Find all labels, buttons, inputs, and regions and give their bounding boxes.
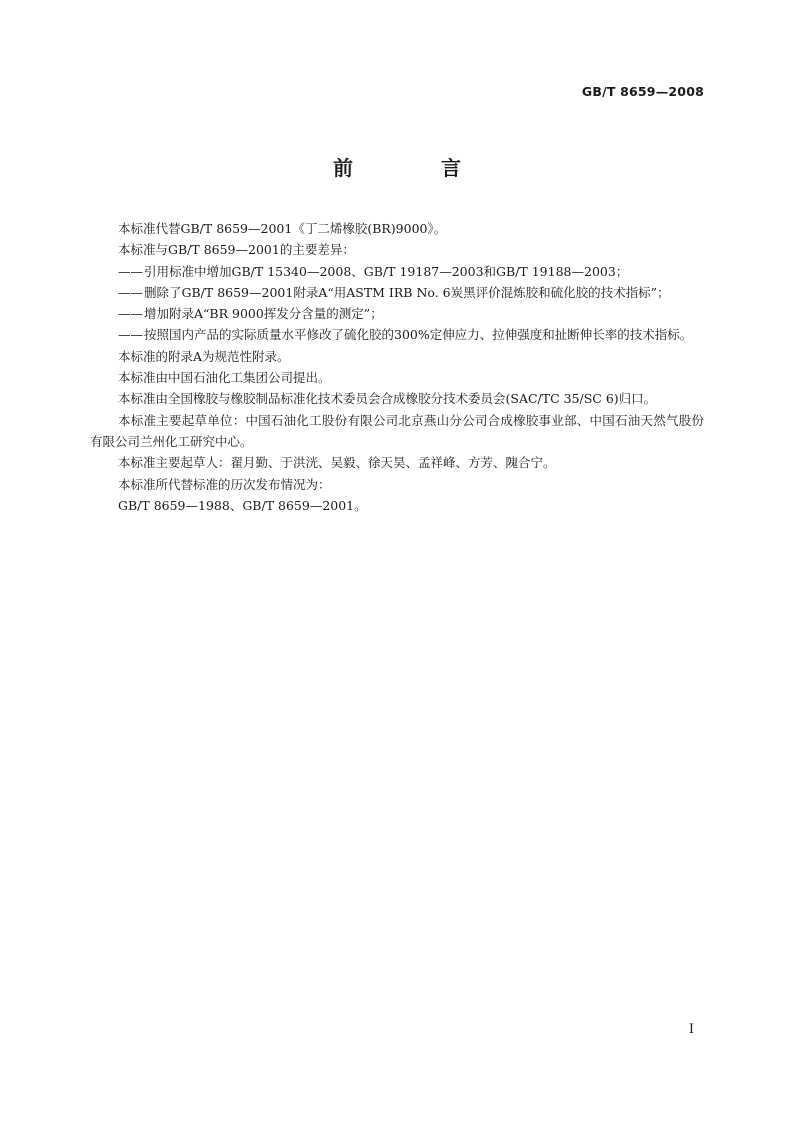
dash-marker: ——: [118, 327, 143, 343]
paragraph-drafting-units: 本标准主要起草单位：中国石油化工股份有限公司北京燕山分公司合成橡胶事业部、中国石油天然气股份有限公司兰州化工研究中心。: [90, 412, 704, 449]
page-number: I: [688, 1022, 694, 1037]
list-item: [90, 261, 704, 282]
paragraph-appendix: 本标准的附录A为规范性附录。: [118, 348, 290, 364]
paragraph-committee: 本标准由全国橡胶与橡胶制品标准化技术委员会合成橡胶分技术委员会(SAC/TC 35/SC 6)归口。: [118, 391, 657, 407]
paragraph-proposer: 本标准由中国石油化工集团公司提出。: [118, 370, 331, 386]
list-item: [90, 324, 704, 345]
dash-marker: ——: [118, 263, 143, 279]
list-item: [90, 303, 704, 324]
list-item: [90, 282, 704, 303]
list-item-text: 增加附录A“BR 9000挥发分含量的测定”；: [144, 306, 383, 322]
list-item-text: 删除了GB/T 8659—2001附录A“用ASTM IRB No. 6炭黑评价混炼胶和硫化胶的技术指标”；: [144, 284, 670, 300]
list-item-text: 引用标准中增加GB/T 15340—2008、GB/T 19187—2003和GB/T 19188—2003；: [144, 263, 629, 279]
dash-marker: ——: [118, 306, 143, 322]
standard-code: GB/T 8659—2008: [581, 84, 704, 99]
paragraph-history-intro: 本标准所代替标准的历次发布情况为：: [118, 476, 331, 492]
paragraph-drafters: 本标准主要起草人：翟月勤、于洪洸、吴毅、徐天昊、孟祥峰、方芳、隗合宁。: [118, 455, 556, 471]
paragraph-replaces: 本标准代替GB/T 8659—2001《丁二烯橡胶(BR)9000》。: [118, 221, 447, 236]
paragraph-history: GB/T 8659—1988、GB/T 8659—2001。: [118, 497, 367, 513]
dash-marker: ——: [118, 284, 143, 300]
page-title: 前 言: [333, 156, 495, 180]
list-item-text: 按照国内产品的实际质量水平修改了硫化胶的300%定伸应力、拉伸强度和扯断伸长率的技术指标。: [144, 327, 693, 343]
paragraph-differences-intro: 本标准与GB/T 8659—2001的主要差异：: [118, 242, 355, 258]
document-body: [90, 218, 704, 516]
